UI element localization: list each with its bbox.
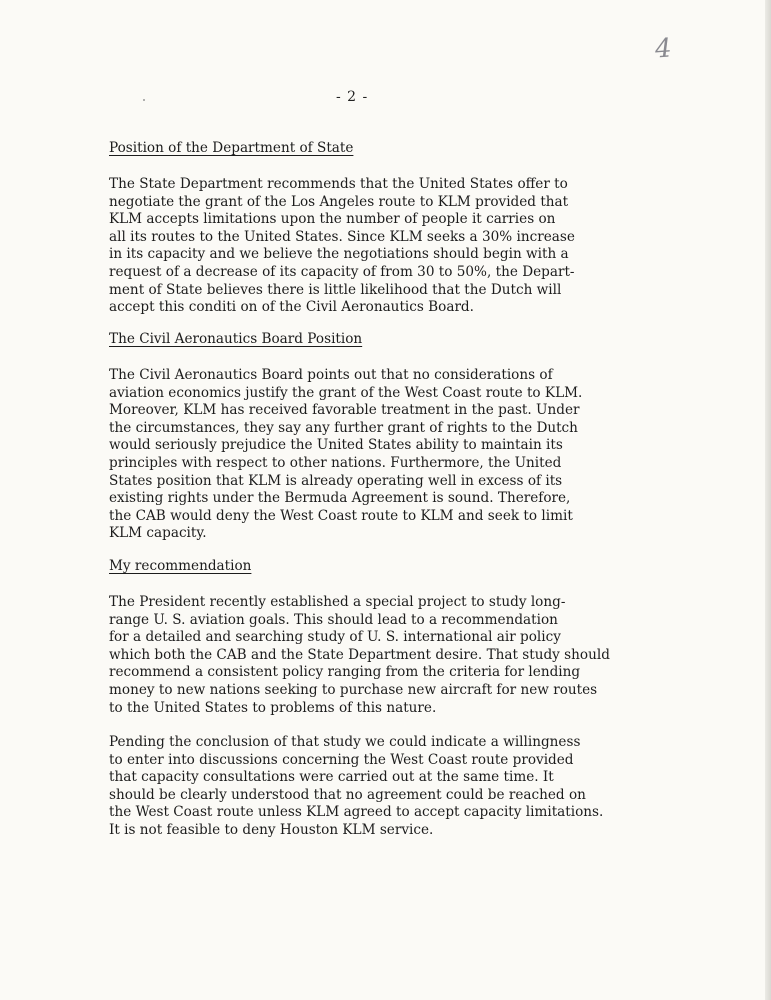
text-line: The President recently established a special project to study long- [109,594,566,610]
text-line: Moreover, KLM has received favorable treatment in the past. Under [109,402,580,419]
text-line: that capacity consultations were carried out at the same time. It [109,769,554,786]
text-line: accept this conditi on of the Civil Aeronautics Board. [109,299,474,316]
paragraph-recommendation-study [109,594,610,717]
text-line: Pending the conclusion of that study we could indicate a willingness [109,734,581,750]
text-line: to enter into discussions concerning the West Coast route provided [109,751,574,768]
text-line: the circumstances, they say any further grant of rights to the Dutch [109,419,578,436]
text-line: ment of State believes there is little likelihood that the Dutch will [109,281,562,298]
text-line: negotiate the grant of the Los Angeles route to KLM provided that [109,193,569,210]
paragraph-state-department [109,176,575,317]
text-line: It is not feasible to deny Houston KLM service. [109,821,434,838]
text-line: the CAB would deny the West Coast route to KLM and seek to limit [109,507,573,524]
section-heading-cab-position: The Civil Aeronautics Board Position [109,331,363,347]
paragraph-recommendation-pending [109,734,603,840]
text-line: KLM accepts limitations upon the number of people it carries on [109,211,556,228]
handwritten-page-mark: 4 [653,33,673,65]
text-line: principles with respect to other nations. Furthermore, the United [109,454,562,471]
page-edge [765,0,771,1000]
text-line: would seriously prejudice the United States ability to maintain its [109,437,563,454]
text-line: to the United States to problems of this nature. [109,699,437,716]
text-line: existing rights under the Bermuda Agreement is sound. Therefore, [109,490,571,507]
text-line: The Civil Aeronautics Board points out that no considerations of [109,367,553,383]
text-line: recommend a consistent policy ranging from the criteria for lending [109,664,581,681]
text-line: request of a decrease of its capacity of from 30 to 50%, the Depart- [109,263,575,280]
paper-speck [143,99,145,101]
text-line: KLM capacity. [109,525,207,542]
text-line: States position that KLM is already operating well in excess of its [109,472,563,489]
text-line: aviation economics justify the grant of the West Coast route to KLM. [109,384,583,401]
text-line: for a detailed and searching study of U. S. international air policy [109,629,561,646]
text-line: money to new nations seeking to purchase new aircraft for new routes [109,681,598,698]
paragraph-cab-position [109,367,582,543]
section-heading-my-recommendation: My recommendation [109,558,252,574]
text-line: range U. S. aviation goals. This should lead to a recommendation [109,611,558,628]
page-number: - 2 - [336,89,369,105]
text-line: which both the CAB and the State Department desire. That study should [109,646,610,663]
text-line: all its routes to the United States. Since KLM seeks a 30% increase [109,228,575,245]
text-line: should be clearly understood that no agreement could be reached on [109,786,586,803]
text-line: The State Department recommends that the United States offer to [109,176,568,192]
section-heading-state-department: Position of the Department of State [109,140,354,156]
text-line: the West Coast route unless KLM agreed to accept capacity limitations. [109,804,604,821]
text-line: in its capacity and we believe the negotiations should begin with a [109,246,569,263]
